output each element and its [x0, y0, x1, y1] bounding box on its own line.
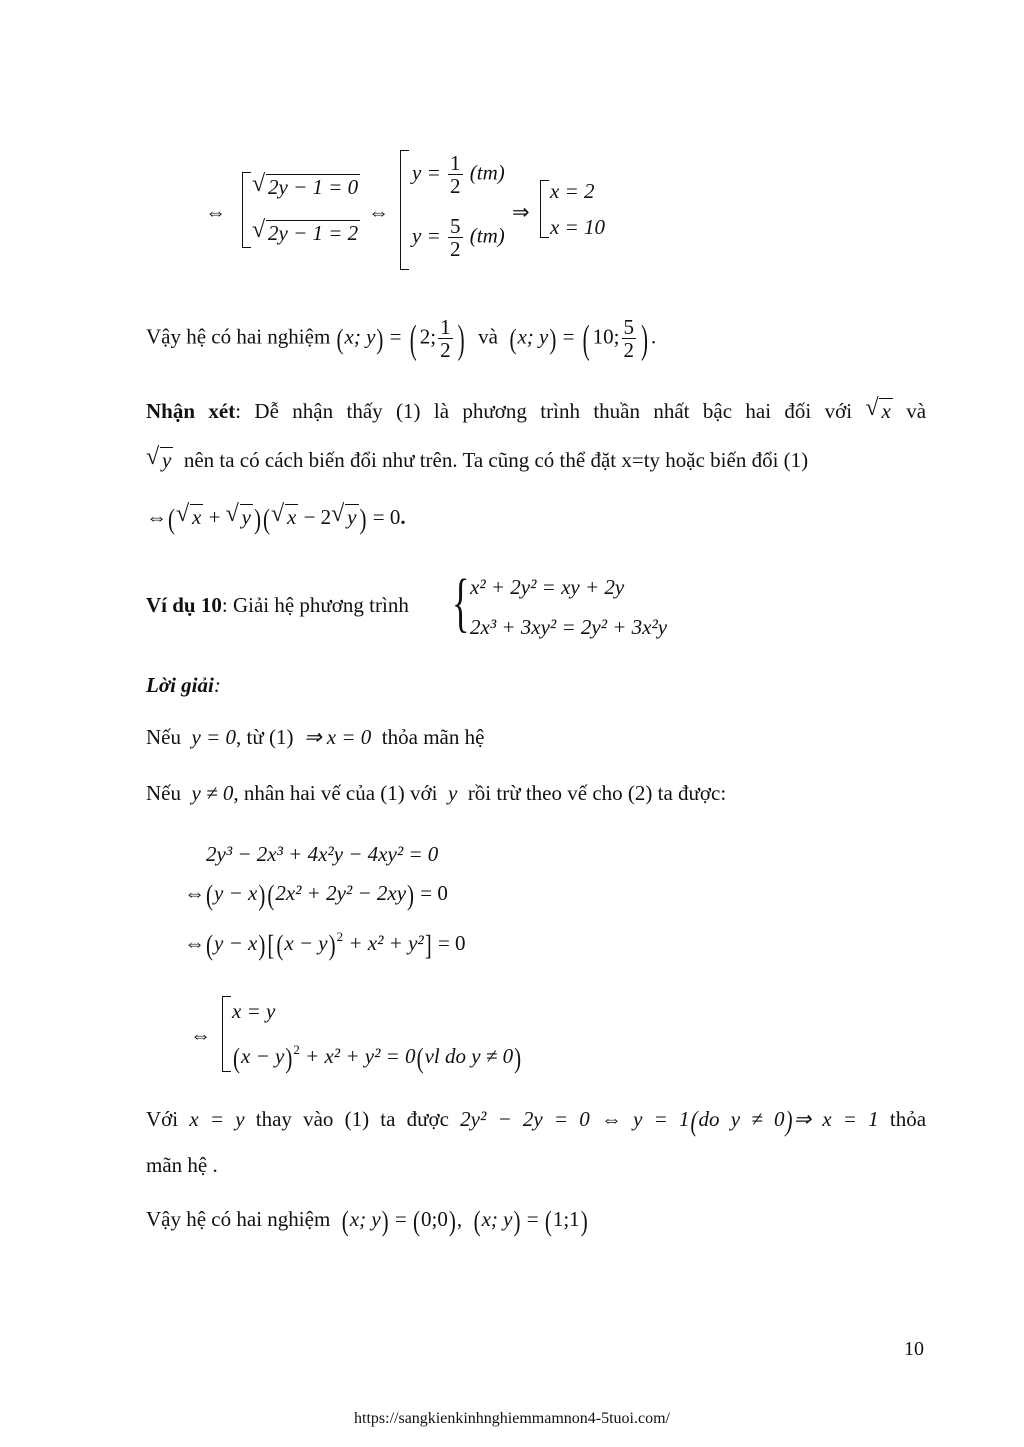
sys1-eq-a: √ 2y − 1 = 0: [252, 174, 360, 200]
bracket-left-1: [242, 172, 243, 248]
sys2-eq-a: y = $\frac{1}{2}$ (tm): [412, 151, 505, 198]
final-conclusion: Vậy hệ có hai nghiệm (x; y) = (0;0), (x; y) = (1;1): [146, 1204, 588, 1238]
arrow-implies: ⇒: [512, 200, 530, 224]
step-4-arrow: ⇔: [190, 1023, 211, 1047]
footer-url[interactable]: https://sangkienkinhnghiemmamnon4-5tuoi.com/: [354, 1410, 670, 1427]
step-3: ⇔(y − $x)[(x - y)^2 + x^2 + y^2] = 0$: [184, 928, 466, 962]
page-number: 10: [904, 1338, 924, 1360]
example-eq-2: 2x³ + 3xy² = 2y² + 3x²y: [470, 615, 668, 639]
sys2-eq-b: y = $\frac{5}{2}$ (tm): [412, 214, 505, 261]
arrow-equivalent: ⇔: [205, 200, 226, 224]
step-2: ⇔(y − x)(2x² + 2y² − 2xy) = 0: [184, 878, 448, 912]
case-1: Nếu y = 0, từ (1) ⇒ x = 0 thỏa mãn hệ: [146, 725, 485, 749]
conclusion-line: Vậy hệ có hai nghiệm (x; y) = ( 2; $\frac{1}{2}$ ) và (x; y) = ( 10; $\frac{5}{2}$ ) .: [146, 315, 657, 362]
solution-heading: Lời giải:: [146, 673, 221, 697]
example-eq-1: x² + 2y² = xy + 2y: [470, 575, 625, 599]
bracket-left-3: [540, 180, 541, 238]
sys1-eq-b: √ 2y − 1 = 2: [252, 220, 360, 246]
bracket-left-2: [400, 150, 401, 270]
with-line-2: mãn hệ .: [146, 1153, 218, 1177]
bracket-left-4: [222, 996, 223, 1072]
case-2: Nếu y ≠ 0, nhân hai vế của (1) với y rồi trừ theo vế cho (2) ta được:: [146, 781, 727, 805]
example-heading: Ví dụ 10: Giải hệ phương trình: [146, 593, 409, 617]
arrow-equivalent-2: ⇔: [368, 200, 389, 224]
with-line: Với x = y thay vào (1) ta được 2y² − 2y = 0 ⇔ y = 1(do y ≠ 0)⇒ x = 1 thỏa: [146, 1104, 927, 1138]
remark-line-1: Nhận xét: Dễ nhận thấy (1) là phương trình thuần nhất bậc hai đối với √ x và: [146, 398, 926, 424]
remark-line-2: √ y nên ta có cách biến đổi như trên. Ta cũng có thể đặt x=ty hoặc biến đổi (1): [146, 447, 808, 473]
step-4-a: x = y: [232, 999, 276, 1023]
step-4-b: $(x - y)^2 + x^2 + y^2 = 0(vl$ do y ≠ 0): [233, 1041, 522, 1075]
sys3-eq-b: x = 10: [550, 215, 605, 239]
remark-equation: ⇔(√ x + √ y )(√ x − 2√ y ) = 0.: [146, 504, 406, 532]
system-brace: {: [452, 566, 470, 639]
sys3-eq-a: x = 2: [550, 179, 595, 203]
step-1: 2y³ − 2x³ + 4x²y − 4xy² = 0: [206, 842, 439, 866]
